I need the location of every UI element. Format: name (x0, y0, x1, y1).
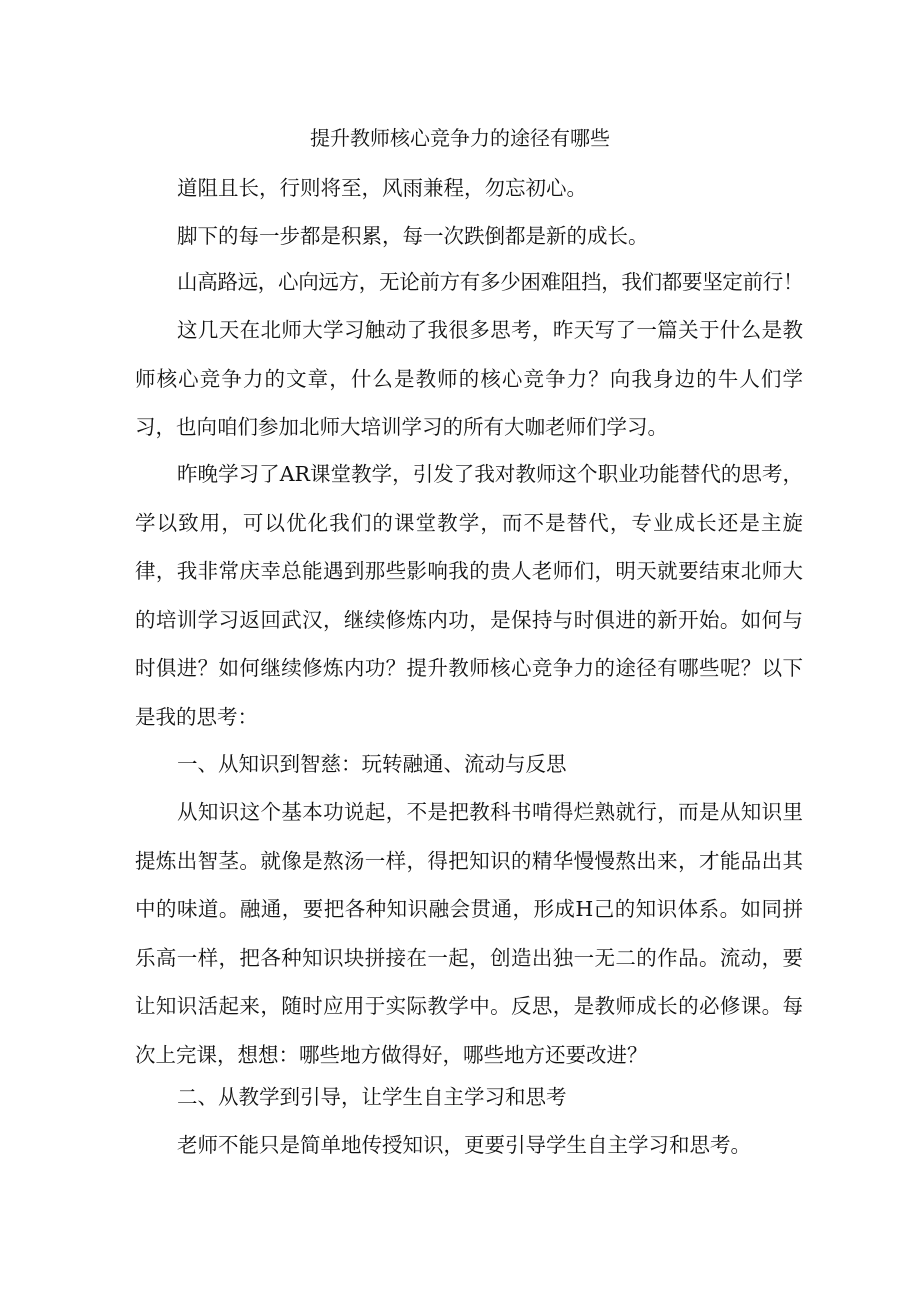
paragraph: 老师不能只是简单地传授知识，更要引导学生自主学习和思考。 (177, 1133, 751, 1157)
paragraph: 山高路远，心向远方，无论前方有多少困难阻挡，我们都要坚定前行！ (177, 270, 804, 294)
section-heading: 二、从教学到引导，让学生自主学习和思考 (177, 1085, 567, 1109)
paragraph: 昨晚学习了AR课堂教学，引发了我对教师这个职业功能替代的思考，学以致用，可以优化我们的课堂教学，而不是替代，专业成长还是主旋律，我非常庆幸总能遇到那些影响我的贵人老师们，明天就要结束北师大的培训学习返回武汉，继续修炼内功，是保持与时俱进的新开始。如何与时俱进？如何继续修炼内功？提升教师核心竞争力的途径有哪些呢？以下是我的思考： (135, 462, 803, 729)
paragraph: 从知识这个基本功说起，不是把教科书啃得烂熟就行，而是从知识里提炼出智茎。就像是熬汤一样，得把知识的精华慢慢熬出来，才能品出其中的味道。融通，要把各种知识融会贯通，形成H己的知识体系。如同拼乐高一样，把各种知识块拼接在一起，创造出独一无二的作品。流动，要让知识活起来，随时应用于实际教学中。反思，是教师成长的必修课。每次上完课，想想：哪些地方做得好，哪些地方还要改进？ (135, 800, 803, 1067)
paragraph: 这几天在北师大学习触动了我很多思考，昨天写了一篇关于什么是教师核心竞争力的文章，什么是教师的核心竞争力？向我身边的牛人们学习，也向咱们参加北师大培训学习的所有大咖老师们学习。 (135, 318, 803, 439)
paragraph: 脚下的每一步都是积累，每一次跌倒都是新的成长。 (177, 224, 649, 248)
document-title: 提升教师核心竞争力的途径有哪些 (310, 126, 610, 150)
section-heading: 一、从知识到智慈：玩转融通、流动与反思 (177, 752, 567, 776)
paragraph: 道阻且长，行则将至，风雨兼程，勿忘初心。 (177, 176, 587, 200)
